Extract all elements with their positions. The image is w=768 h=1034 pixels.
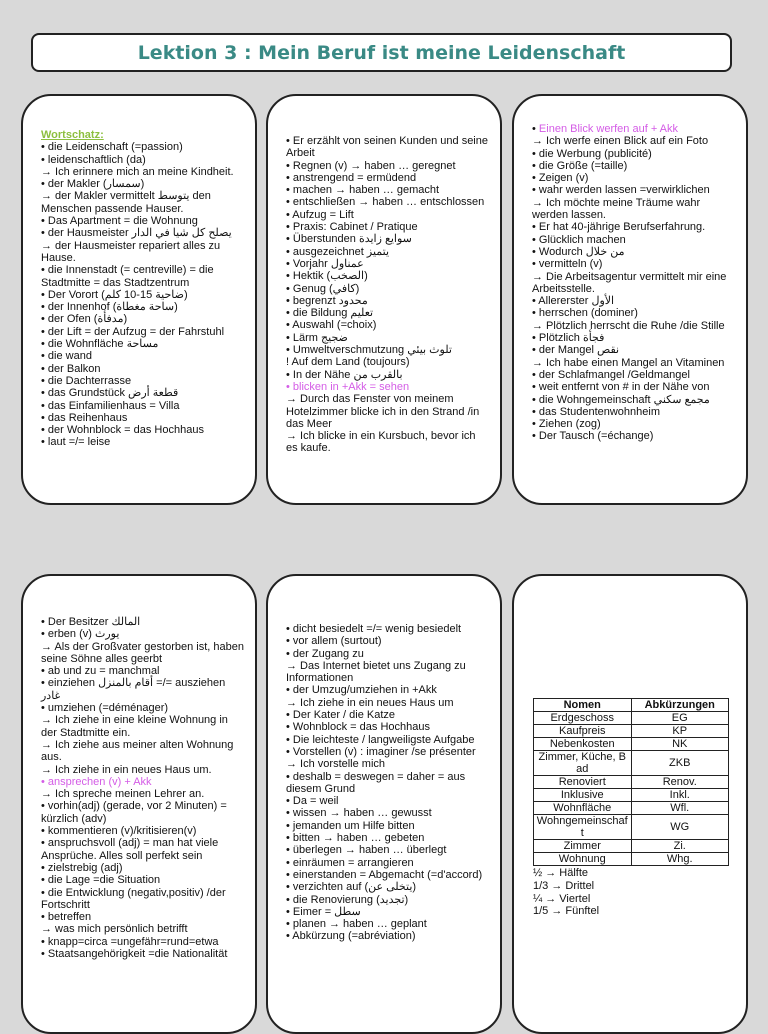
vocabulary-line: → Ich spreche meinen Lehrer an. — [41, 788, 205, 801]
vocabulary-line: • die Wohnfläche مساحة — [41, 338, 159, 351]
cell-nomen: Zimmer, Küche, Bad — [534, 751, 632, 776]
vocabulary-line: • In der Nähe بالقرب من — [286, 368, 403, 381]
vocabulary-line: • die Dachterrasse — [41, 374, 132, 387]
vocabulary-line: • ausgezeichnet يتميز — [286, 245, 390, 258]
fraction-line: ½ → Hälfte — [533, 867, 589, 879]
vocabulary-line: • Staatsangehörigkeit =die Nationalität — [41, 948, 228, 961]
vocabulary-line: → Die Arbeitsagentur vermittelt mir eine Arbeitsstelle. — [532, 270, 727, 295]
cell-abkuerzung: Whg. — [631, 853, 729, 866]
vocabulary-line: • Plötzlich فجأة — [532, 332, 605, 345]
cell-abkuerzung: ZKB — [631, 751, 729, 776]
page-title: Lektion 3 : Mein Beruf ist meine Leidenschaft — [137, 41, 626, 64]
highlight-text: Einen Blick werfen auf + Akk — [538, 123, 679, 135]
vocabulary-line: • Er hat 40-jährige Berufserfahrung. — [532, 221, 706, 234]
vocabulary-line: • anspruchsvoll (adj) = man hat viele Ansprüche. Alles soll perfekt sein — [41, 837, 219, 862]
vocabulary-line: → Ich blicke in ein Kursbuch, bevor ich es kaufe. — [286, 430, 476, 455]
vocabulary-line: • wahr werden lassen =verwirklichen — [532, 184, 710, 197]
cell-abkuerzung: KP — [631, 725, 729, 738]
vocabulary-line: • Umweltverschmutzung تلوث بيئي — [286, 344, 452, 357]
vocabulary-line: • Abkürzung (=abréviation) — [286, 930, 416, 943]
cell-nomen: Nebenkosten — [534, 738, 632, 751]
vocabulary-line: • Aufzug = Lift — [286, 208, 354, 221]
table-row — [534, 751, 729, 776]
vocabulary-line: • die Leidenschaft (=passion) — [41, 141, 183, 154]
vocabulary-line: • Regnen (v) → haben … geregnet — [286, 159, 456, 172]
vocabulary-line: • Allererster الأول — [532, 295, 615, 308]
vocabulary-line: • Glücklich machen — [532, 233, 626, 246]
fractions-list — [533, 867, 736, 918]
cell-nomen: Wohnung — [534, 853, 632, 866]
card3-highlight-line — [532, 123, 736, 135]
vocabulary-line: • weit entfernt von # in der Nähe von — [532, 381, 710, 394]
vocabulary-line: • die Entwicklung (negativ,positiv) /der Fortschritt — [41, 886, 226, 911]
vocabulary-line: • Die leichteste / langweiligste Aufgabe — [286, 733, 475, 746]
table-row — [534, 815, 729, 840]
vocabulary-line: • erben (v) يورث — [41, 628, 120, 641]
column-header-abkuerzungen: Abkürzungen — [631, 699, 729, 712]
vocabulary-line: • herrschen (dominer) — [532, 307, 638, 320]
vocabulary-line: • Er erzählt von seinen Kunden und seine Arbeit — [286, 135, 488, 160]
vocabulary-line: • der Wohnblock = das Hochhaus — [41, 424, 204, 437]
cell-abkuerzung: EG — [631, 712, 729, 725]
vocabulary-line: • leidenschaftlich (da) — [41, 153, 146, 166]
vocabulary-line: • Der Tausch (=échange) — [532, 430, 654, 443]
card2-content — [286, 135, 490, 455]
vocabulary-line: • zielstrebig (adj) — [41, 861, 123, 874]
cell-nomen: Inklusive — [534, 789, 632, 802]
vocabulary-line: • Vorstellen (v) : imaginer /se présenter — [286, 745, 476, 758]
table-row — [534, 738, 729, 751]
vocabulary-line: → Plötzlich herrscht die Ruhe /die Stille — [532, 319, 725, 332]
table-row — [534, 853, 729, 866]
vocabulary-line: • der Schlafmangel /Geldmangel — [532, 368, 690, 381]
vocabulary-line: • vor allem (surtout) — [286, 635, 382, 648]
vocabulary-line: • der Makler (سمسار) — [41, 178, 145, 191]
vocabulary-line: • anstrengend = ermüdend — [286, 171, 417, 184]
vocabulary-line: • das Einfamilienhaus = Villa — [41, 399, 180, 412]
vocabulary-line: • Zeigen (v) — [532, 172, 589, 185]
vocabulary-line: → Als der Großvater gestorben ist, haben seine Söhne alles geerbt — [41, 640, 244, 665]
cell-nomen: Zimmer — [534, 840, 632, 853]
vocabulary-line: • Da = weil — [286, 795, 339, 808]
vocabulary-line: • vermitteln (v) — [532, 258, 603, 271]
cell-abkuerzung: Inkl. — [631, 789, 729, 802]
vocabulary-line: → der Makler vermittelt يتوسط den Menschen passende Hauser. — [41, 190, 211, 215]
cell-abkuerzung: Zi. — [631, 840, 729, 853]
vocabulary-line: • dicht besiedelt =/= wenig besiedelt — [286, 623, 462, 635]
vocabulary-line: • das Studentenwohnheim — [532, 405, 660, 418]
vocabulary-line: • der Balkon — [41, 362, 101, 375]
card-vocabulary-5 — [266, 574, 502, 1034]
vocabulary-line: • entschließen → haben … entschlossen — [286, 196, 485, 209]
cell-abkuerzung: NK — [631, 738, 729, 751]
vocabulary-line: • der Hausmeister يصلح كل شيا في الدار — [41, 227, 232, 240]
card-vocabulary-2 — [266, 94, 502, 505]
cell-abkuerzung: WG — [631, 815, 729, 840]
cell-abkuerzung: Wfl. — [631, 802, 729, 815]
vocabulary-line: • Eimer = سطل — [286, 905, 361, 918]
card1-content — [41, 129, 245, 449]
vocabulary-line: • der Innenhof (ساحة مغطاة) — [41, 301, 178, 314]
card3-content — [532, 123, 736, 443]
vocabulary-line: → Durch das Fenster von meinem Hotelzimmer blicke ich in den Strand /in das Meer — [286, 393, 480, 430]
vocabulary-line: • knapp=circa =ungefähr=rund=etwa — [41, 935, 219, 948]
vocabulary-line: • Auswahl (=choix) — [286, 319, 377, 332]
vocabulary-line: • die Renovierung (تجديد) — [286, 893, 409, 906]
vocabulary-line: → Ich vorstelle mich — [286, 758, 386, 771]
fraction-line: 1/5 → Fünftel — [533, 905, 600, 918]
fraction-line: 1/3 → Drittel — [533, 879, 595, 892]
column-header-nomen: Nomen — [534, 699, 632, 712]
vocabulary-line: • überlegen → haben … überlegt — [286, 844, 447, 857]
vocabulary-line: • einräumen = arrangieren — [286, 856, 414, 869]
cell-nomen: Wohngemeinschaft — [534, 815, 632, 840]
card4-content — [41, 616, 245, 960]
vocabulary-line: • die Größe (=taille) — [532, 159, 628, 172]
vocabulary-line: • Praxis: Cabinet / Pratique — [286, 221, 418, 234]
vocabulary-line: • deshalb = deswegen = daher = aus diesem Grund — [286, 770, 466, 795]
vocabulary-line: → Ich ziehe in ein neues Haus um — [286, 696, 454, 709]
vocabulary-line: • Das Apartment = die Wohnung — [41, 215, 198, 228]
vocabulary-line: • Überstunden سوايع زايدة — [286, 233, 412, 246]
vocabulary-line: • Der Kater / die Katze — [286, 709, 396, 722]
fraction-line: ¼ → Viertel — [533, 892, 591, 905]
card6-content — [533, 698, 736, 918]
vocabulary-line: • wissen → haben … gewusst — [286, 807, 432, 820]
vocabulary-line: • planen → haben … geplant — [286, 918, 427, 931]
vocabulary-line: • begrenzt محدود — [286, 294, 368, 307]
vocabulary-line: → der Hausmeister repariert alles zu Hause. — [41, 239, 221, 264]
vocabulary-line: • Wodurch من خلال — [532, 245, 625, 258]
title-box — [31, 33, 732, 72]
vocabulary-line: • kommentieren (v)/kritisieren(v) — [41, 825, 197, 838]
vocabulary-line: • vorhin(adj) (gerade, vor 2 Minuten) = kürzlich (adv) — [41, 800, 227, 825]
vocabulary-line: • Hektik (الصخب) — [286, 270, 368, 283]
vocabulary-line: • laut =/= leise — [41, 436, 111, 449]
vocabulary-line: • der Mangel نقص — [532, 344, 620, 357]
vocabulary-line: • die Bildung تعليم — [286, 307, 374, 320]
vocabulary-line: • einerstanden = Abgemacht (=d'accord) — [286, 868, 483, 881]
vocabulary-line: • der Umzug/umziehen in +Akk — [286, 684, 437, 697]
table-row — [534, 776, 729, 789]
vocabulary-line: → was mich persönlich betrifft — [41, 923, 188, 936]
vocabulary-line: • die wand — [41, 350, 92, 363]
vocabulary-line: • einziehen أقام بالمنزل =/= ausziehen غادر — [41, 677, 226, 702]
vocabulary-line: • Ziehen (zog) — [532, 418, 601, 431]
cell-nomen: Renoviert — [534, 776, 632, 789]
table-row — [534, 789, 729, 802]
vocabulary-line: → Ich ziehe aus meiner alten Wohnung aus. — [41, 738, 234, 764]
vocabulary-line: • machen → haben … gemacht — [286, 184, 440, 197]
vocabulary-line: ! Auf dem Land (toujours) — [286, 356, 410, 369]
table-row — [534, 712, 729, 725]
table-row — [534, 725, 729, 738]
vocabulary-line: • die Lage =die Situation — [41, 874, 161, 887]
vocabulary-line: • Wohnblock = das Hochhaus — [286, 721, 430, 734]
card-abbreviations — [512, 574, 748, 1034]
vocabulary-line: • umziehen (=déménager) — [41, 702, 169, 715]
vocabulary-line: → Ich erinnere mich an meine Kindheit. — [41, 165, 234, 178]
card5-content — [286, 623, 490, 943]
vocabulary-line: • das Grundstück قطعة أرض — [41, 387, 179, 400]
vocabulary-line: • der Lift = der Aufzug = der Fahrstuhl — [41, 325, 225, 338]
vocabulary-line: • das Reihenhaus — [41, 411, 128, 424]
card-vocabulary-3 — [512, 94, 748, 505]
table-row — [534, 802, 729, 815]
vocabulary-line: • Genug (كافي) — [286, 282, 360, 295]
vocabulary-line: → Ich ziehe in eine kleine Wohnung in der Stadtmitte ein. — [41, 714, 228, 739]
vocabulary-line: • die Wohngemeinschaft مجمع سكني — [532, 393, 710, 406]
vocabulary-line: • verzichten auf (يتخلى عن) — [286, 881, 417, 894]
highlight-line: • blicken in +Akk = sehen — [286, 380, 410, 393]
vocabulary-heading: Wortschatz: — [41, 129, 104, 141]
bullet: • — [532, 123, 536, 135]
vocabulary-line: • betreffen — [41, 911, 92, 924]
abbreviation-table — [533, 698, 729, 866]
vocabulary-line: → Das Internet bietet uns Zugang zu Informationen — [286, 659, 466, 685]
cell-nomen: Erdgeschoss — [534, 712, 632, 725]
vocabulary-line: • bitten → haben … gebeten — [286, 832, 425, 845]
vocabulary-line: → Ich werfe einen Blick auf ein Foto — [532, 135, 709, 148]
vocabulary-line: • der Ofen (مدفأة) — [41, 313, 128, 326]
vocabulary-line: • die Innenstadt (= centreville) = die Stadtmitte = das Stadtzentrum — [41, 264, 214, 289]
cell-abkuerzung: Renov. — [631, 776, 729, 789]
vocabulary-line: → Ich ziehe in ein neues Haus um. — [41, 763, 212, 776]
table-header-row — [534, 699, 729, 712]
vocabulary-line: • Der Besitzer المالك — [41, 616, 141, 628]
vocabulary-line: • Lärm ضجيج — [286, 331, 348, 344]
vocabulary-line: → Ich habe einen Mangel an Vitaminen — [532, 356, 725, 369]
vocabulary-line: • Vorjahr عمناول — [286, 257, 364, 270]
vocabulary-line: → Ich möchte meine Träume wahr werden lassen. — [532, 196, 701, 222]
vocabulary-line: • Der Vorort (ضاحية 15-10 كلم) — [41, 288, 188, 301]
cell-nomen: Wohnfläche — [534, 802, 632, 815]
card-vocabulary-1 — [21, 94, 257, 505]
vocabulary-line: • die Werbung (publicité) — [532, 147, 652, 160]
card-vocabulary-4 — [21, 574, 257, 1034]
vocabulary-line: • ab und zu = manchmal — [41, 665, 160, 678]
table-row — [534, 840, 729, 853]
vocabulary-line: • der Zugang zu — [286, 647, 364, 660]
vocabulary-line: • jemanden um Hilfe bitten — [286, 819, 415, 832]
table-body — [534, 712, 729, 866]
cell-nomen: Kaufpreis — [534, 725, 632, 738]
highlight-line: • ansprechen (v) + Akk — [41, 775, 152, 788]
